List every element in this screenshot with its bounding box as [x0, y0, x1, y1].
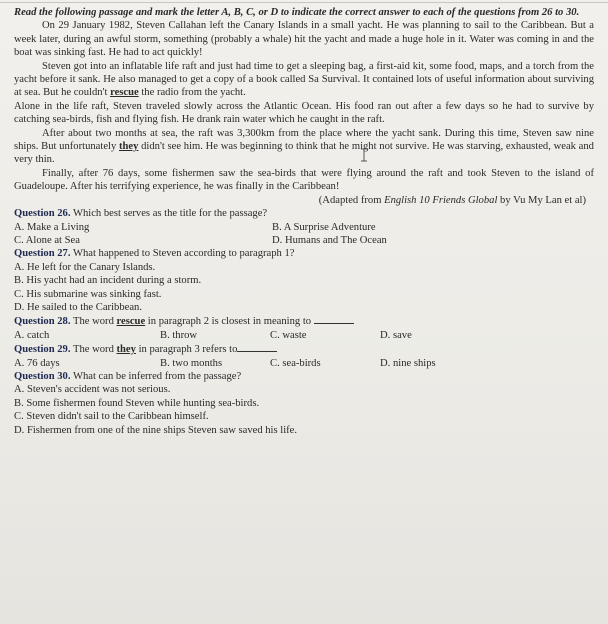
question-28-options — [14, 329, 594, 342]
answer-blank — [237, 342, 277, 352]
question-30-option-b[interactable]: B. Some fishermen found Steven while hunting sea-birds. — [14, 397, 260, 409]
question-28-option-d[interactable]: D. save — [380, 329, 412, 341]
paragraph-2 — [14, 60, 594, 100]
question-29-options — [14, 357, 594, 370]
question-28-text-a: The word — [70, 316, 117, 328]
answer-blank — [314, 314, 354, 324]
citation-suffix: by Vu My Lan et al) — [497, 194, 586, 206]
question-27-option-c[interactable]: C. His submarine was sinking fast. — [14, 288, 162, 300]
paragraph-3: Alone in the life raft, Steven traveled slowly across the Atlantic Ocean. His food ran out after a few days so he had to survive by catching sea-birds, fish and flying fish. He drank rain water which he caught in the raft. — [14, 100, 594, 126]
question-28 — [14, 314, 594, 328]
source-citation — [14, 194, 594, 207]
text-cursor-icon — [360, 148, 368, 162]
question-30-option-d[interactable]: D. Fishermen from one of the nine ships Steven saw saved his life. — [14, 424, 298, 436]
paragraph-4 — [14, 127, 594, 167]
question-26-text: Which best serves as the title for the passage? — [70, 208, 268, 220]
question-28-option-a[interactable]: A. catch — [14, 329, 50, 341]
question-27-option-d[interactable]: D. He sailed to the Caribbean. — [14, 301, 142, 313]
question-30-text: What can be inferred from the passage? — [70, 370, 242, 382]
question-29-label: Question 29. — [14, 344, 71, 356]
question-30-option-a[interactable]: A. Steven's accident was not serious. — [14, 384, 171, 396]
question-26-options-row-1 — [14, 221, 594, 234]
question-30-label: Question 30. — [14, 370, 71, 382]
question-28-text-b: in paragraph 2 is closest in meaning to — [145, 316, 312, 328]
keyword-they: they — [118, 141, 139, 153]
question-26-option-c[interactable]: C. Alone at Sea — [14, 234, 80, 246]
question-29-text-b: in paragraph 3 refers to — [135, 344, 238, 356]
question-29-option-a[interactable]: A. 76 days — [14, 357, 60, 369]
question-29-option-b[interactable]: B. two months — [160, 357, 223, 369]
paragraph-1: On 29 January 1982, Steven Callahan left the Canary Islands in a small yacht. He was planning to sail to the Caribbean. But a week later, during an awful storm, something (probably a whale) hit the yacht and made a huge hole in it. Water was coming in and the boat was sinking fast. He had to act quickly! — [14, 20, 594, 59]
question-26-options-row-2 — [14, 234, 594, 247]
question-27-text: What happened to Steven according to paragraph 1? — [70, 248, 295, 260]
question-29-keyword: they — [116, 344, 136, 356]
paragraph-5: Finally, after 76 days, some fishermen saw the sea-birds that were flying around the raft and took Steven to the island of Guadeloupe. After his terrifying experience, he was finally in the Caribbean! — [14, 167, 594, 193]
instructions: Read the following passage and mark the letter A, B, C, or D to indicate the correct answer to each of the questions from 26 to 30. — [14, 7, 580, 18]
paragraph-2-text-a: Steven got into an inflatable life raft and just had time to get a sleeping bag, a first-aid kit, some food, maps, and a torch from the yacht before it sank. He also managed to get a copy of a book called Sa Survival. It contained lots of useful information about surviving at sea. But he couldn't — [14, 60, 594, 99]
paragraph-4-text-b: didn't see him. He was beginning to think that he might not survive. He was starving, exhausted, weak and very thin. — [14, 141, 594, 166]
question-28-option-b[interactable]: B. throw — [160, 329, 198, 341]
question-26-label: Question 26. — [14, 208, 71, 220]
question-30-option-c[interactable]: C. Steven didn't sail to the Caribbean himself. — [14, 411, 209, 423]
keyword-rescue: rescue — [110, 87, 139, 99]
question-26-option-b[interactable]: B. A Surprise Adventure — [272, 221, 376, 233]
paragraph-2-text-b: the radio from the yacht. — [138, 87, 246, 99]
question-29-option-c[interactable]: C. sea-birds — [270, 357, 321, 369]
question-28-keyword: rescue — [116, 316, 146, 328]
question-27-option-b[interactable]: B. His yacht had an incident during a storm. — [14, 275, 202, 287]
worksheet-content — [14, 6, 594, 437]
paragraph-4-text-a: After about two months at sea, the raft was 3,300km from the place where the yacht sank. During this time, Steven saw nine ships. But unfortunately — [14, 127, 594, 153]
question-30 — [14, 370, 594, 383]
question-26-option-a[interactable]: A. Make a Living — [14, 221, 90, 233]
question-27 — [14, 247, 594, 260]
question-26-option-d[interactable]: D. Humans and The Ocean — [272, 234, 387, 246]
top-divider — [0, 2, 608, 3]
question-26 — [14, 207, 594, 220]
question-27-label: Question 27. — [14, 248, 71, 260]
question-29 — [14, 342, 594, 356]
citation-title: English 10 Friends Global — [384, 194, 498, 206]
question-28-label: Question 28. — [14, 316, 71, 328]
question-27-option-a[interactable]: A. He left for the Canary Islands. — [14, 261, 156, 273]
question-29-option-d[interactable]: D. nine ships — [380, 357, 436, 369]
question-28-option-c[interactable]: C. waste — [270, 329, 307, 341]
question-29-text-a: The word — [70, 344, 117, 356]
citation-prefix: (Adapted from — [318, 194, 385, 206]
